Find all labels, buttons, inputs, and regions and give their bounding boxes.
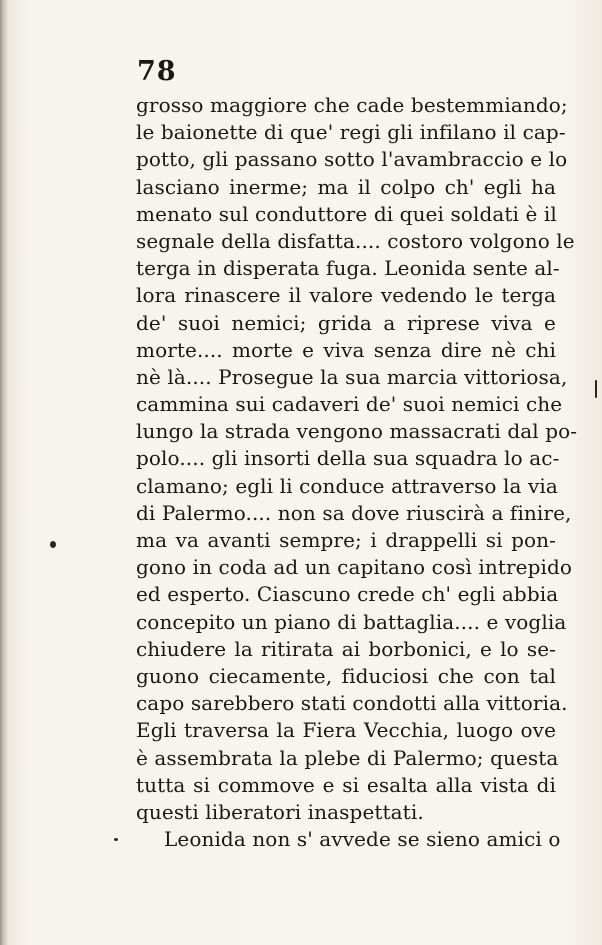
page-number: 78 (137, 56, 177, 87)
text-line: menato sul conduttore di quei soldati è il (136, 201, 557, 226)
text-line: segnale della disfatta.... costoro volgono le (136, 228, 575, 253)
text-line: capo sarebbero stati condotti alla vittoria. (136, 691, 568, 716)
ink-speck (595, 380, 597, 398)
text-line: tutta si commove e si esalta alla vista di (136, 772, 556, 797)
text-line: potto, gli passano sotto l'avambraccio e lo (136, 147, 568, 172)
text-line: ma va avanti sempre; i drappelli si pon- (136, 528, 556, 552)
text-line: polo.... gli insorti della sua squadra lo ac- (136, 446, 560, 471)
text-line: nè là.... Prosegue la sua marcia vittoriosa, (136, 364, 568, 389)
ink-speck (50, 541, 56, 548)
text-line: lasciano inerme; ma il colpo ch' egli ha (136, 174, 556, 199)
text-line: è assembrata la plebe di Palermo; questa (136, 745, 559, 770)
text-line: ed esperto. Ciascuno crede ch' egli abbia (136, 582, 559, 607)
text-line: morte.... morte e viva senza dire nè chi (136, 337, 556, 362)
text-line: lungo la strada vengono massacrati dal po- (136, 419, 578, 444)
text-line: terga in disperata fuga. Leonida sente al- (136, 256, 560, 281)
body-text (136, 92, 578, 853)
page-spine-shadow (0, 0, 8, 945)
text-line: gono in coda ad un capitano così intrepido (136, 555, 573, 580)
text-line: di Palermo.... non sa dove riuscirà a finire, (136, 500, 572, 525)
text-line: concepito un piano di battaglia.... e voglia (136, 609, 567, 634)
paragraph-start-line: Leonida non s' avvede se sieno amici o (164, 827, 561, 852)
ink-speck (114, 838, 118, 841)
text-line: guono ciecamente, fiduciosi che con tal (136, 663, 556, 688)
text-line: le baionette di que' regi gli infilano il cap- (136, 120, 566, 145)
paragraph-end-line: questi liberatori inaspettati. (136, 799, 424, 824)
text-line: de' suoi nemici; grida a riprese viva e (136, 310, 556, 335)
text-line: lora rinascere il valore vedendo le terga (136, 283, 556, 308)
text-line: grosso maggiore che cade bestemmiando; (136, 93, 568, 117)
text-line: Egli traversa la Fiera Vecchia, luogo ove (136, 718, 556, 743)
text-line: cammina sui cadaveri de' suoi nemici che (136, 392, 563, 417)
text-line: chiudere la ritirata ai borbonici, e lo se- (136, 636, 556, 661)
text-line: clamano; egli li conduce attraverso la via (136, 473, 558, 498)
